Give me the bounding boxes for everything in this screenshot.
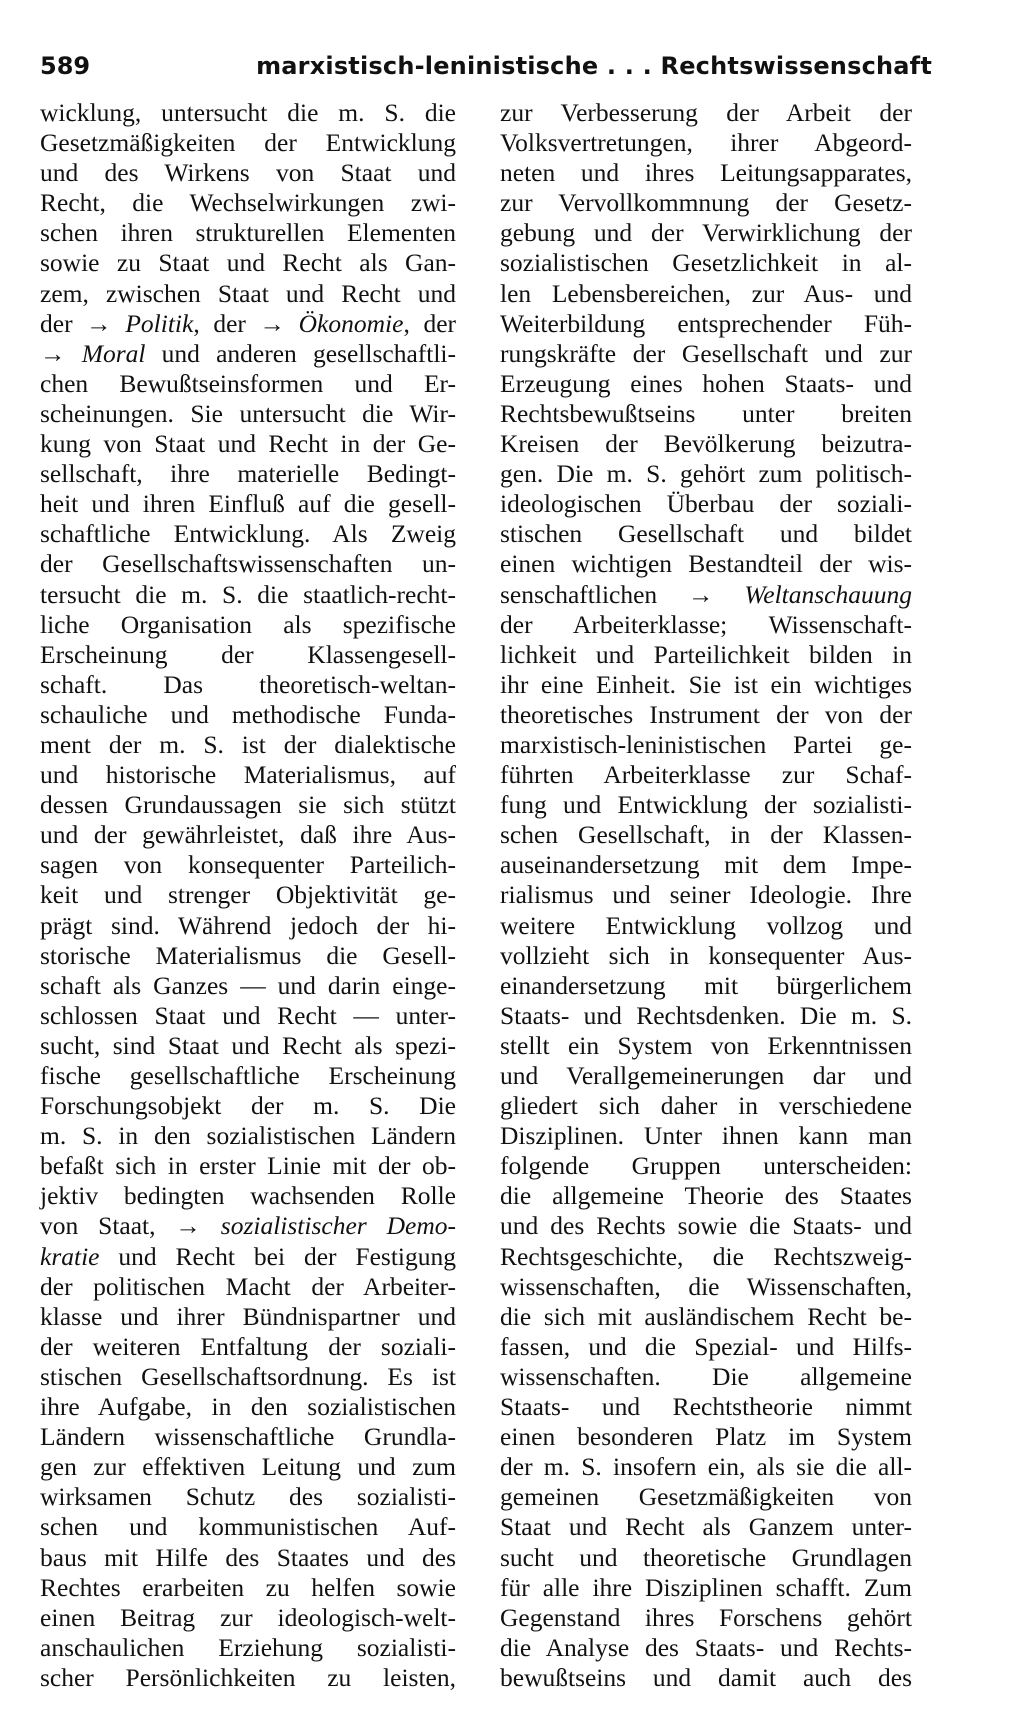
left-column-line: storische Materialismus die Gesell- — [40, 940, 456, 970]
left-column-line: der → Politik, der → Ökonomie, der — [40, 308, 457, 338]
right-column-line: der Arbeiterklasse; Wissenschaft- — [500, 609, 912, 639]
right-column-line: gen. Die m. S. gehört zum politisch- — [500, 459, 912, 489]
left-column-line: schen und kommunistischen Auf- — [40, 1512, 456, 1542]
left-column-line: gen zur effektiven Leitung und zum — [40, 1452, 456, 1482]
right-column-line: fassen, und die Spezial- und Hilfs- — [500, 1331, 912, 1361]
left-column-line: klasse und ihrer Bündnispartner und — [40, 1301, 456, 1331]
right-column-line: Erzeugung eines hohen Staats- und — [500, 368, 912, 398]
right-column-line: einen besonderen Platz im System — [500, 1422, 912, 1452]
left-column-line: chen Bewußtseinsformen und Er- — [40, 368, 456, 398]
right-column-line: gemeinen Gesetzmäßigkeiten von — [500, 1482, 912, 1512]
right-column-line: folgende Gruppen unterscheiden: — [500, 1151, 912, 1181]
left-column-line: anschaulichen Erziehung sozialisti- — [40, 1632, 456, 1662]
right-column-line: die Analyse des Staats- und Rechts- — [500, 1632, 912, 1662]
right-column-line: einandersetzung mit bürgerlichem — [500, 970, 912, 1000]
left-column-line: befaßt sich in erster Linie mit der ob- — [40, 1151, 456, 1181]
right-column-line: weitere Entwicklung vollzog und — [500, 910, 912, 940]
right-column-line: ideologischen Überbau der soziali- — [500, 489, 912, 519]
left-column-line: scher Persönlichkeiten zu leisten, — [40, 1662, 456, 1692]
left-column-line: wirksamen Schutz des sozialisti- — [40, 1482, 456, 1512]
right-column-line: die sich mit ausländischem Recht be- — [500, 1301, 912, 1331]
left-column-line: Erscheinung der Klassengesell- — [40, 639, 456, 669]
left-column-line: baus mit Hilfe des Staates und des — [40, 1542, 456, 1572]
right-column-line: gebung und der Verwirklichung der — [500, 218, 912, 248]
left-column-line: zem, zwischen Staat und Recht und — [40, 278, 456, 308]
right-column-line: die allgemeine Theorie des Staates — [500, 1181, 912, 1211]
left-column-line: schauliche und methodische Funda- — [40, 699, 456, 729]
left-column-line: der politischen Macht der Arbeiter- — [40, 1271, 456, 1301]
right-column-line: vollzieht sich in konsequenter Aus- — [500, 940, 912, 970]
right-column-line: ihr eine Einheit. Sie ist ein wichtiges — [500, 669, 912, 699]
right-column-line: Staat und Recht als Ganzem unter- — [500, 1512, 912, 1542]
left-column-line: stischen Gesellschaftsordnung. Es ist — [40, 1361, 456, 1391]
left-column-line: jektiv bedingten wachsenden Rolle — [40, 1181, 456, 1211]
page-header — [40, 46, 932, 86]
left-column-line: fische gesellschaftliche Erscheinung — [40, 1061, 456, 1090]
right-column-line: stischen Gesellschaft und bildet — [500, 519, 912, 549]
right-column-line: Staats- und Rechtsdenken. Die m. S. — [500, 1000, 912, 1030]
left-column-line: einen Beitrag zur ideologisch-welt- — [40, 1602, 456, 1632]
right-column-line: sozialistischen Gesetzlichkeit in al- — [500, 248, 912, 278]
left-column-line: von Staat, → sozialistischer Demo- — [40, 1211, 456, 1241]
right-column-line: Volksvertretungen, ihrer Abgeord- — [500, 128, 912, 158]
left-column-line: schaft als Ganzes — und darin einge- — [40, 970, 456, 1000]
left-column-line: schlossen Staat und Recht — unter- — [40, 1000, 456, 1030]
right-column-line: für alle ihre Disziplinen schafft. Zum — [500, 1572, 912, 1602]
right-column-line: und Verallgemeinerungen dar und — [500, 1061, 912, 1090]
left-column-line: Recht, die Wechselwirkungen zwi- — [40, 188, 456, 218]
left-column-line: Rechtes erarbeiten zu helfen sowie — [40, 1572, 456, 1602]
right-column-line: senschaftlichen → Weltanschauung — [500, 579, 912, 609]
right-column-line: neten und ihres Leitungsapparates, — [500, 158, 912, 188]
left-text-column — [40, 98, 456, 1693]
right-column-line: zur Vervollkommnung der Gesetz- — [500, 188, 912, 218]
left-column-line: sagen von konsequenter Parteilich- — [40, 850, 456, 880]
running-head: marxistisch-leninistische . . . Rechtswissenschaft — [256, 52, 932, 80]
right-column-line: gliedert sich daher in verschiedene — [500, 1091, 912, 1121]
left-column-line: und der gewährleistet, daß ihre Aus- — [40, 820, 456, 850]
left-column-line: Forschungsobjekt der m. S. Die — [40, 1091, 456, 1121]
left-column-line: ment der m. S. ist der dialektische — [40, 729, 456, 759]
page-number: 589 — [40, 52, 91, 80]
left-column-line: sucht, sind Staat und Recht als spezi- — [40, 1030, 456, 1060]
left-column-line: und historische Materialismus, auf — [40, 760, 456, 790]
right-column-line: führten Arbeiterklasse zur Schaf- — [500, 760, 912, 790]
left-column-line: prägt sind. Während jedoch der hi- — [40, 910, 456, 940]
right-column-line: der m. S. insofern ein, als sie die all- — [500, 1452, 912, 1482]
right-column-line: bewußtseins und damit auch des — [500, 1662, 912, 1692]
left-column-line: keit und strenger Objektivität ge- — [40, 880, 456, 910]
left-column-line: sowie zu Staat und Recht als Gan- — [40, 248, 456, 278]
right-column-line: lichkeit und Parteilichkeit bilden in — [500, 639, 912, 669]
right-column-line: marxistisch-leninistischen Partei ge- — [500, 729, 912, 759]
right-column-line: zur Verbesserung der Arbeit der — [500, 98, 912, 127]
right-column-line: auseinandersetzung mit dem Impe- — [500, 850, 912, 880]
right-column-line: Gegenstand ihres Forschens gehört — [500, 1602, 912, 1632]
right-column-line: theoretisches Instrument der von der — [500, 699, 912, 729]
right-column-line: und des Rechts sowie die Staats- und — [500, 1211, 912, 1241]
right-column-line: sucht und theoretische Grundlagen — [500, 1542, 912, 1572]
left-column-line: kratie und Recht bei der Festigung — [40, 1241, 456, 1271]
right-column-line: wissenschaften, die Wissenschaften, — [500, 1271, 912, 1301]
left-column-line: kung von Staat und Recht in der Ge- — [40, 429, 456, 459]
left-column-line: ihre Aufgabe, in den sozialistischen — [40, 1392, 456, 1422]
right-column-line: fung und Entwicklung der sozialisti- — [500, 790, 912, 820]
left-column-line: der weiteren Entfaltung der soziali- — [40, 1331, 456, 1361]
left-column-line: schen ihren strukturellen Elementen — [40, 218, 456, 248]
left-column-line: sellschaft, ihre materielle Bedingt- — [40, 459, 456, 489]
left-column-line: m. S. in den sozialistischen Ländern — [40, 1121, 456, 1151]
right-column-line: rungskräfte der Gesellschaft und zur — [500, 338, 912, 368]
left-column-line: tersucht die m. S. die staatlich-recht- — [40, 579, 456, 609]
left-column-line: der Gesellschaftswissenschaften un- — [40, 549, 456, 579]
left-column-line: → Moral und anderen gesellschaftli- — [40, 338, 456, 368]
right-column-line: Weiterbildung entsprechender Füh- — [500, 308, 912, 338]
right-column-line: Rechtsbewußtseins unter breiten — [500, 398, 912, 428]
right-column-line: einen wichtigen Bestandteil der wis- — [500, 549, 912, 579]
right-column-line: schen Gesellschaft, in der Klassen- — [500, 820, 912, 850]
left-column-line: liche Organisation als spezifische — [40, 609, 456, 639]
left-column-line: wicklung, untersucht die m. S. die — [40, 98, 456, 127]
right-column-line: Kreisen der Bevölkerung beizutra- — [500, 429, 912, 459]
right-column-line: wissenschaften. Die allgemeine — [500, 1361, 912, 1391]
right-column-line: Staats- und Rechtstheorie nimmt — [500, 1392, 912, 1422]
left-column-line: Gesetzmäßigkeiten der Entwicklung — [40, 128, 456, 158]
right-column-line: Disziplinen. Unter ihnen kann man — [500, 1121, 912, 1151]
right-column-line: rialismus und seiner Ideologie. Ihre — [500, 880, 912, 910]
right-column-line: len Lebensbereichen, zur Aus- und — [500, 278, 912, 308]
left-column-line: und des Wirkens von Staat und — [40, 158, 456, 188]
right-column-line: stellt ein System von Erkenntnissen — [500, 1030, 912, 1060]
left-column-line: dessen Grundaussagen sie sich stützt — [40, 790, 456, 820]
right-column-line: Rechtsgeschichte, die Rechtszweig- — [500, 1241, 912, 1271]
left-column-line: scheinungen. Sie untersucht die Wir- — [40, 398, 456, 428]
right-text-column — [500, 98, 912, 1693]
left-column-line: Ländern wissenschaftliche Grundla- — [40, 1422, 456, 1452]
left-column-line: schaft. Das theoretisch-weltan- — [40, 669, 456, 699]
left-column-line: heit und ihren Einfluß auf die gesell- — [40, 489, 456, 519]
left-column-line: schaftliche Entwicklung. Als Zweig — [40, 519, 456, 549]
